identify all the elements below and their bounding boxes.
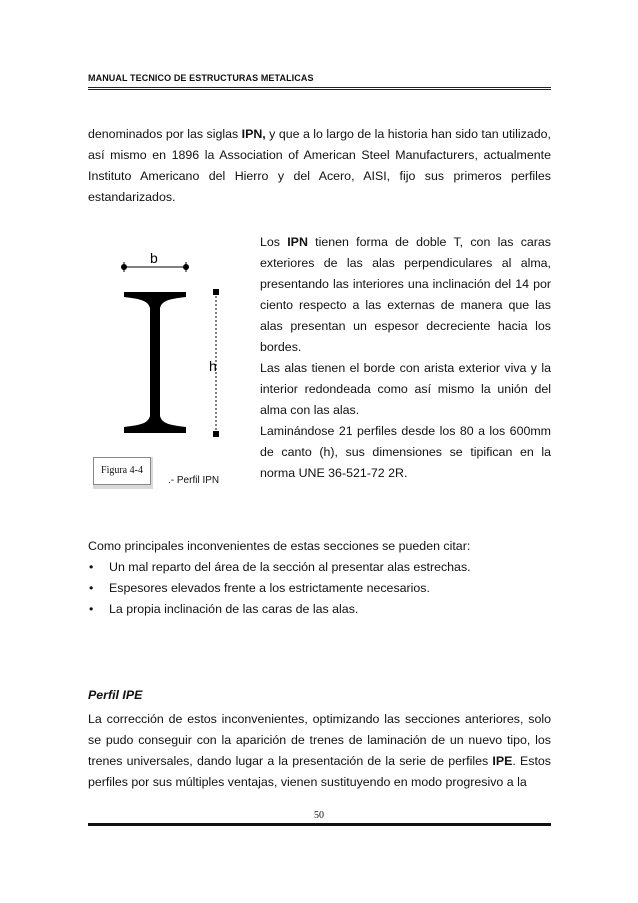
header-rule xyxy=(88,87,551,90)
running-header: MANUAL TECNICO DE ESTRUCTURAS METALICAS xyxy=(88,73,314,83)
ipe-text-a: La corrección de estos inconvenientes, optimizando las secciones anteriores, solo se pudo conseguir con la aparición de trenes de laminación de un nuevo tipo, los trenes universales, dando lugar a la presentación de la serie de perfiles xyxy=(88,712,551,768)
ipn-p1-a: Los xyxy=(260,235,288,249)
bullet-icon: • xyxy=(89,602,94,616)
page-number: 50 xyxy=(314,810,324,821)
drawbacks-list xyxy=(88,536,551,620)
bullet-icon: • xyxy=(89,581,94,595)
ipn-paragraph-3: Laminándose 21 perfiles desde los 80 a los 600mm de canto (h), sus dimensiones se tipifican en la norma UNE 36-521-72 2R. xyxy=(260,424,551,480)
ipn-p1-c: tienen forma de doble T, con las caras exteriores de las alas perpendiculares al alma, presentando las interiores una inclinación del 14 por ciento respecto a las externas de manera que las alas presentan un espesor decreciente hacia los bordes. xyxy=(260,235,551,354)
intro-paragraph xyxy=(88,124,551,208)
intro-text-c: y que a lo largo de la historia han sido tan utilizado, así mismo en 1896 la Association of American Steel Manufacturers, actualmente Instituto Americano del Hierro y del Acero, AISI, fijo sus primeros perfiles estandarizados. xyxy=(88,127,551,204)
section-title-ipe: Perfil IPE xyxy=(88,688,143,702)
dim-h-top xyxy=(213,289,219,295)
ipn-description xyxy=(260,232,551,484)
list-item: • La propia inclinación de las caras de las alas. xyxy=(88,599,551,620)
dim-h-label: h xyxy=(209,358,217,374)
i-beam-section xyxy=(124,292,186,433)
figure-tag xyxy=(93,457,153,489)
dim-h-bottom xyxy=(213,431,219,437)
list-item: • Un mal reparto del área de la sección al presentar alas estrechas. xyxy=(88,557,551,578)
ipn-paragraph-1 xyxy=(260,232,551,358)
figure-tag-label: Figura 4-4 xyxy=(93,457,151,485)
ipn-paragraph-2: Las alas tienen el borde con arista exterior viva y la interior redondeada como así mismo la unión del alma con las alas. xyxy=(260,361,551,417)
intro-text-ipn: IPN, xyxy=(241,127,266,141)
dim-b-label: b xyxy=(150,250,158,266)
intro-text-a: denominados por las siglas xyxy=(88,127,242,141)
drawbacks-intro: Como principales inconvenientes de estas secciones se pueden citar: xyxy=(88,539,471,553)
ipe-text-c: . Estos perfiles por sus múltiples ventajas, vienen sustituyendo en modo progresivo a la xyxy=(88,754,552,789)
ipn-p1-bold: IPN xyxy=(287,235,308,249)
ipe-text-bold: IPE xyxy=(492,754,513,768)
figure-caption: .- Perfil IPN xyxy=(168,475,220,486)
footer-rule xyxy=(88,823,551,826)
bullet-icon: • xyxy=(89,560,94,574)
list-item: • Espesores elevados frente a los estrictamente necesarios. xyxy=(88,578,551,599)
ipe-paragraph xyxy=(88,709,551,793)
